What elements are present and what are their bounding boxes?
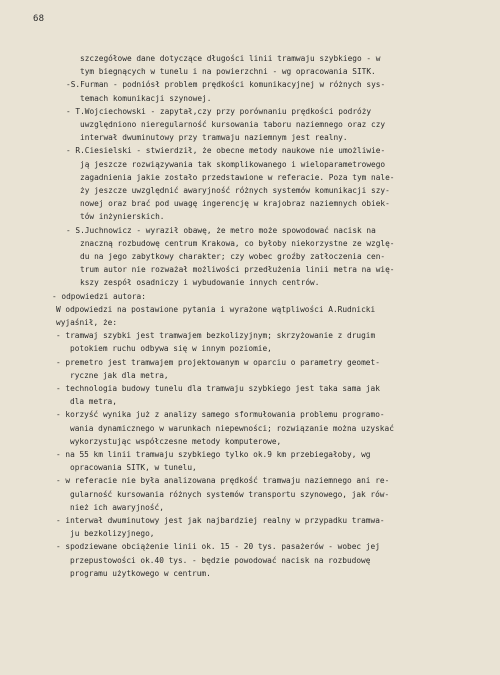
text-line: nowej oraz brać pod uwagę ingerencję w krajobraz naziemnych obiek-: [80, 199, 390, 209]
text-line: zagadnienia jakie zostało przedstawione w referacie. Poza tym nale-: [80, 172, 395, 182]
text-line: przepustowości ok.40 tys. - będzie powodować nacisk na rozbudowę: [70, 555, 371, 565]
text-line: uwzględniono nieregularność kursowania taboru naziemnego oraz czy: [80, 120, 386, 129]
text-line: tym biegnących w tunelu i na powierzchni - wg opracowania SITK.: [80, 67, 376, 77]
text-line: opracowania SITK, w tunelu,: [70, 463, 197, 473]
text-line: temach komunikacji szynowej.: [80, 93, 212, 103]
text-line: - T.Wojciechowski - zapytał,czy przy porównaniu prędkości podróży: [66, 106, 372, 116]
text-line: -S.Furman - podniósł problem prędkości komunikacyjnej w różnych sys-: [66, 80, 386, 90]
text-line: - premetro jest tramwajem projektowanym w oparciu o parametry geomet-: [56, 357, 380, 367]
text-line: tów inżynierskich.: [80, 212, 165, 222]
text-line: - na 55 km linii tramwaju szybkiego tylko ok.9 km przebiegałoby, wg: [56, 450, 371, 459]
text-line: - R.Ciesielski - stwierdził, że obecne metody naukowe nie umożliwie-: [66, 146, 386, 156]
text-line: ży jeszcze uwzględnić awaryjność różnych systemów komunikacji szy-: [80, 186, 390, 195]
text-line: du na jego zabytkowy charakter; czy wobec groźby zatłoczenia cen-: [80, 252, 386, 261]
text-line: - w referacie nie była analizowana prędkość tramwaju naziemnego ani re-: [56, 476, 390, 486]
text-line: - korzyść wynika już z analizy samego sformułowania problemu programo-: [56, 410, 385, 420]
text-line: programu użytkowego w centrum.: [70, 568, 211, 578]
text-line: - tramwaj szybki jest tramwajem bezkolizyjnym; skrzyżowanie z drugim: [56, 331, 376, 341]
text-line: - interwał dwuminutowy jest jak najbardziej realny w przypadku tramwa-: [56, 516, 385, 525]
text-line: trum autor nie rozważał możliwości przedłużenia linii metra na wię-: [80, 265, 395, 275]
text-line: znaczną rozbudowę centrum Krakowa, co byłoby niekorzystne ze wzglę-: [80, 238, 395, 248]
text-line: gularność kursowania różnych systemów transportu szynowego, jak rów-: [70, 489, 390, 499]
text-line: potokiem ruchu odbywa się w innym poziomie,: [70, 344, 272, 354]
text-line: - technologia budowy tunelu dla tramwaju szybkiego jest taka sama jak: [56, 384, 380, 393]
section-heading: - odpowiedzi autora:: [52, 291, 146, 301]
text-line: nież ich awaryjność,: [70, 502, 164, 512]
text-line: - S.Juchnowicz - wyraził obawę, że metro może spowodować nacisk na: [66, 225, 376, 235]
text-line: wania dynamicznego w warunkach niepewności; rozwiązanie można uzyskać: [70, 423, 394, 433]
page-number: 68: [33, 14, 45, 24]
text-line: wykorzystując współczesne metody komputerowe,: [70, 436, 282, 446]
text-line: dla metra,: [70, 397, 117, 407]
text-line: kszy zespół osadniczy i wybudowanie innych centrów.: [80, 278, 320, 288]
text-line: interwał dwuminutowy przy tramwaju naziemnym jest realny.: [80, 133, 348, 143]
text-line: wyjaśnił, że:: [56, 318, 118, 327]
text-line: W odpowiedzi na postawione pytania i wyrażone wątpliwości A.Rudnicki: [56, 304, 376, 314]
text-line: ją jeszcze rozwiązywania tak skomplikowanego i wieloparametrowego: [80, 159, 386, 169]
text-line: - spodziewane obciążenie linii ok. 15 - 20 tys. pasażerów - wobec jej: [56, 542, 380, 552]
text-line: ju bezkolizyjnego,: [70, 529, 155, 539]
text-line: ryczne jak dla metra,: [70, 370, 169, 380]
text-line: szczegółowe dane dotyczące długości linii tramwaju szybkiego - w: [80, 54, 381, 63]
